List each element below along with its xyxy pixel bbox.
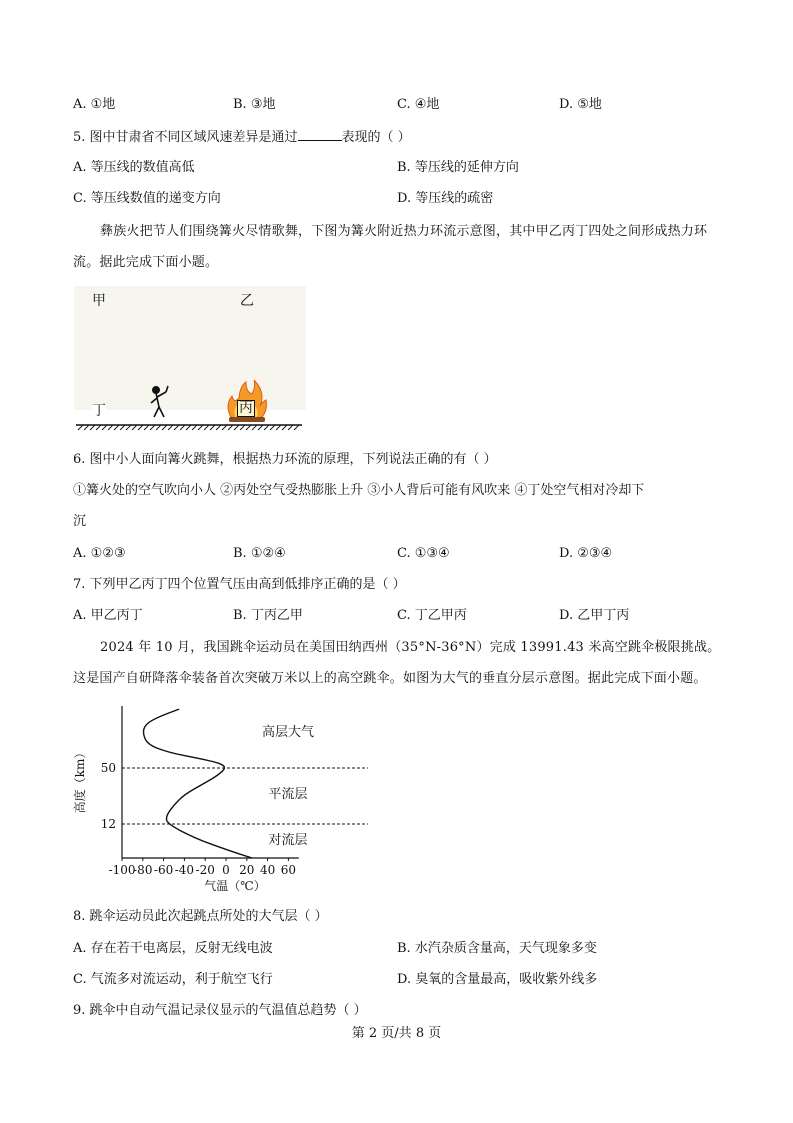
q7-option-b: B. 丁丙乙甲	[233, 608, 303, 623]
temperature-curve	[144, 709, 252, 858]
q5-option-d: D. 等压线的疏密	[397, 191, 494, 206]
q8-stem: 8. 跳伞运动员此次起跳点所处的大气层（ ）	[73, 909, 328, 924]
q8-option-c: C. 气流多对流运动，利于航空飞行	[73, 972, 273, 987]
x-tick-label: -40	[174, 863, 195, 877]
q5-blank	[298, 128, 342, 141]
q4-option-b: B. ③地	[233, 97, 276, 112]
q5-option-a: A. 等压线的数值高低	[73, 160, 195, 175]
q4-option-a: A. ①地	[73, 97, 116, 112]
q7-stem: 7. 下列甲乙丙丁四个位置气压由高到低排序正确的是（ ）	[73, 577, 406, 592]
label-jia: 甲	[92, 293, 106, 309]
q5-stem-after: 表现的（ ）	[341, 130, 411, 145]
label-bing: 丙	[239, 400, 253, 416]
x-tick-label: -20	[195, 863, 215, 877]
layer-label-upper-atmosphere: 高层大气	[261, 725, 315, 740]
x-tick-label: -80	[133, 863, 153, 877]
q5-stem-before: 5. 图中甘肃省不同区域风速差异是通过	[73, 130, 298, 145]
label-ding: 丁	[92, 403, 106, 419]
q6-option-d: D. ②③④	[559, 546, 613, 561]
q9-stem: 9. 跳伞中自动气温记录仪显示的气温值总趋势（ ）	[73, 1003, 367, 1018]
x-axis-label: 气温（℃）	[204, 879, 266, 893]
q6-option-b: B. ①②④	[233, 546, 286, 561]
label-yi: 乙	[240, 293, 254, 309]
q8-option-d: D. 臭氧的含量最高，吸收紫外线多	[397, 972, 598, 987]
y-tick-label: 12	[100, 817, 116, 831]
bonfire-drawing	[74, 286, 306, 436]
q7-option-a: A. 甲乙丙丁	[73, 608, 143, 623]
layer-label-stratosphere: 平流层	[268, 787, 308, 802]
q5-option-c: C. 等压线数值的递变方向	[73, 191, 221, 206]
layer-label-troposphere: 对流层	[268, 833, 308, 848]
x-tick-label: 60	[280, 863, 297, 877]
q6-statements-cont: 沉	[73, 514, 87, 529]
q4-option-d: D. ⑤地	[559, 97, 602, 112]
x-tick-label: -60	[153, 863, 174, 877]
atmosphere-layers-chart	[70, 700, 380, 900]
q6-option-a: A. ①②③	[73, 546, 126, 561]
q7-option-c: C. 丁乙甲丙	[397, 608, 467, 623]
q7-option-d: D. 乙甲丁丙	[559, 608, 630, 623]
q4-option-c: C. ④地	[397, 97, 440, 112]
q5-stem	[73, 128, 411, 147]
x-tick-label: 0	[222, 863, 230, 877]
y-axis-label: 高度（km）	[73, 746, 87, 814]
q8-option-a: A. 存在若干电离层，反射无线电波	[73, 941, 273, 956]
q6-statements: ①篝火处的空气吹向小人 ②丙处空气受热膨胀上升 ③小人背后可能有风吹来 ④丁处空气相对冷却下	[73, 483, 645, 498]
y-tick-label: 50	[100, 761, 116, 775]
q6-option-c: C. ①③④	[397, 546, 450, 561]
dancer-icon	[151, 386, 168, 417]
page-number: 第 2 页/共 8 页	[351, 1026, 442, 1041]
passage-bonfire: 彝族火把节人们围绕篝火尽情歌舞，下图为篝火附近热力环流示意图，其中甲乙丙丁四处之间形成热力环流。据此完成下面小题。	[73, 224, 708, 270]
x-tick-label: -100	[108, 863, 136, 877]
q8-option-b: B. 水汽杂质含量高，天气现象多变	[397, 941, 597, 956]
passage-skydiving: 2024 年 10 月，我国跳伞运动员在美国田纳西州（35°N-36°N）完成 13991.43 米高空跳伞极限挑战。这是国产自研降落伞装备首次突破万米以上的高空跳伞。如图为大气的垂直分层示意图。据此完成下面小题。	[73, 640, 721, 686]
thermal-circulation-figure	[74, 286, 306, 419]
q5-option-b: B. 等压线的延伸方向	[397, 160, 519, 175]
x-tick-label: 20	[239, 863, 255, 877]
x-tick-label: 40	[259, 863, 276, 877]
q6-stem: 6. 图中小人面向篝火跳舞，根据热力环流的原理，下列说法正确的有（ ）	[73, 452, 497, 467]
